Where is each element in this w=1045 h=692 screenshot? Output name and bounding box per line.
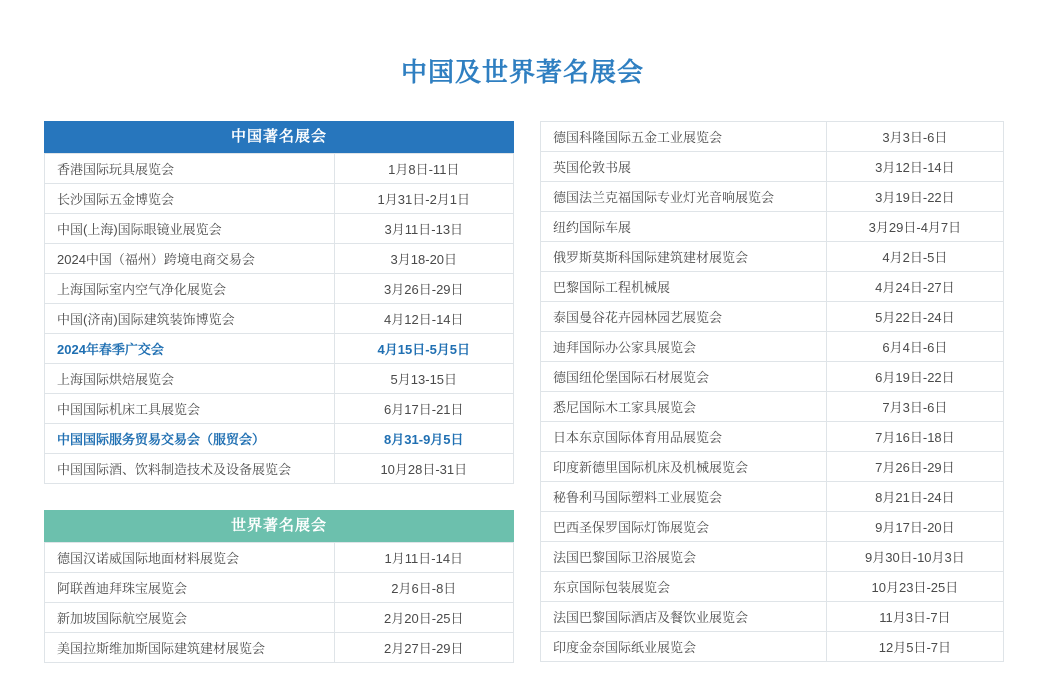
exhibition-date: 3月18-20日 [334,244,513,274]
exhibition-name: 新加坡国际航空展览会 [45,603,335,633]
right-table-wrap [540,121,1004,662]
exhibition-name: 阿联酋迪拜珠宝展览会 [45,573,335,603]
column-spacer [44,484,514,510]
table-row [541,392,1004,422]
exhibition-name: 英国伦敦书展 [541,152,827,182]
exhibition-date: 10月23日-25日 [826,572,1003,602]
exhibition-name: 俄罗斯莫斯科国际建筑建材展览会 [541,242,827,272]
exhibition-date: 7月26日-29日 [826,452,1003,482]
exhibition-name: 秘鲁利马国际塑料工业展览会 [541,482,827,512]
table-row [541,242,1004,272]
table-row [541,482,1004,512]
exhibition-name: 日本东京国际体育用品展览会 [541,422,827,452]
exhibition-name: 上海国际室内空气净化展览会 [45,274,335,304]
table-world-exhibitions-right [540,121,1004,662]
exhibition-date: 4月12日-14日 [334,304,513,334]
content-columns [0,121,1045,663]
exhibition-date: 3月12日-14日 [826,152,1003,182]
exhibition-date: 9月30日-10月3日 [826,542,1003,572]
exhibition-date: 4月24日-27日 [826,272,1003,302]
exhibition-name: 迪拜国际办公家具展览会 [541,332,827,362]
exhibition-name: 美国拉斯维加斯国际建筑建材展览会 [45,633,335,663]
exhibition-name: 印度金奈国际纸业展览会 [541,632,827,662]
exhibition-date: 8月31-9月5日 [334,424,513,454]
table-row [45,244,514,274]
table-row [45,274,514,304]
exhibition-date: 1月11日-14日 [334,543,513,573]
exhibition-name: 中国(上海)国际眼镜业展览会 [45,214,335,244]
exhibition-date: 5月22日-24日 [826,302,1003,332]
table-row [541,362,1004,392]
exhibition-date: 9月17日-20日 [826,512,1003,542]
table-row [541,422,1004,452]
exhibition-date: 6月4日-6日 [826,332,1003,362]
table-row [541,572,1004,602]
exhibition-name: 德国科隆国际五金工业展览会 [541,122,827,152]
exhibition-name: 德国汉诺威国际地面材料展览会 [45,543,335,573]
exhibition-date: 3月19日-22日 [826,182,1003,212]
table-row [541,332,1004,362]
table-row [541,212,1004,242]
table-row [45,334,514,364]
exhibition-name: 中国(济南)国际建筑装饰博览会 [45,304,335,334]
table-row [541,452,1004,482]
exhibition-name: 纽约国际车展 [541,212,827,242]
right-column [540,121,1004,662]
table-china-exhibitions [44,153,514,484]
exhibition-name: 法国巴黎国际卫浴展览会 [541,542,827,572]
exhibition-date: 10月28日-31日 [334,454,513,484]
exhibition-date: 4月2日-5日 [826,242,1003,272]
table-row [541,152,1004,182]
exhibition-name: 泰国曼谷花卉园林园艺展览会 [541,302,827,332]
table-row [45,364,514,394]
section-header-world: 世界著名展会 [44,510,514,542]
exhibition-date: 7月3日-6日 [826,392,1003,422]
exhibition-name: 悉尼国际木工家具展览会 [541,392,827,422]
table-row [541,542,1004,572]
exhibition-name: 中国国际服务贸易交易会（服贸会） [45,424,335,454]
exhibition-name: 2024中国（福州）跨境电商交易会 [45,244,335,274]
exhibition-name: 中国国际酒、饮料制造技术及设备展览会 [45,454,335,484]
left-column [44,121,514,663]
exhibition-date: 2月20日-25日 [334,603,513,633]
exhibition-date: 5月13-15日 [334,364,513,394]
table-row [45,573,514,603]
exhibition-name: 上海国际烘焙展览会 [45,364,335,394]
table-row [45,454,514,484]
table-row [45,304,514,334]
exhibition-name: 巴西圣保罗国际灯饰展览会 [541,512,827,542]
exhibition-name: 长沙国际五金博览会 [45,184,335,214]
exhibition-name: 德国纽伦堡国际石材展览会 [541,362,827,392]
exhibition-name: 巴黎国际工程机械展 [541,272,827,302]
exhibition-name: 香港国际玩具展览会 [45,154,335,184]
table-row [541,632,1004,662]
exhibition-date: 2月6日-8日 [334,573,513,603]
table-row [45,214,514,244]
table-row [45,633,514,663]
exhibition-date: 11月3日-7日 [826,602,1003,632]
exhibition-date: 3月3日-6日 [826,122,1003,152]
table-row [541,602,1004,632]
table-row [45,394,514,424]
table-row [541,302,1004,332]
exhibition-date: 1月8日-11日 [334,154,513,184]
exhibition-date: 12月5日-7日 [826,632,1003,662]
exhibition-date: 7月16日-18日 [826,422,1003,452]
table-row [45,424,514,454]
exhibition-name: 中国国际机床工具展览会 [45,394,335,424]
section-header-china: 中国著名展会 [44,121,514,153]
exhibition-date: 8月21日-24日 [826,482,1003,512]
exhibition-date: 3月11日-13日 [334,214,513,244]
table-row [45,543,514,573]
exhibition-name: 德国法兰克福国际专业灯光音响展览会 [541,182,827,212]
table-row [541,272,1004,302]
exhibition-name: 印度新德里国际机床及机械展览会 [541,452,827,482]
exhibition-date: 6月17日-21日 [334,394,513,424]
exhibition-date: 6月19日-22日 [826,362,1003,392]
exhibition-date: 2月27日-29日 [334,633,513,663]
exhibition-date: 1月31日-2月1日 [334,184,513,214]
exhibition-name: 东京国际包装展览会 [541,572,827,602]
table-row [541,122,1004,152]
table-row [541,512,1004,542]
table-row [45,154,514,184]
table-world-exhibitions-left [44,542,514,663]
exhibition-name: 法国巴黎国际酒店及餐饮业展览会 [541,602,827,632]
table-row [45,184,514,214]
page-title: 中国及世界著名展会 [400,57,644,87]
exhibition-date: 3月29日-4月7日 [826,212,1003,242]
table-row [541,182,1004,212]
exhibition-name: 2024年春季广交会 [45,334,335,364]
table-row [45,603,514,633]
exhibition-date: 4月15日-5月5日 [334,334,513,364]
exhibition-date: 3月26日-29日 [334,274,513,304]
